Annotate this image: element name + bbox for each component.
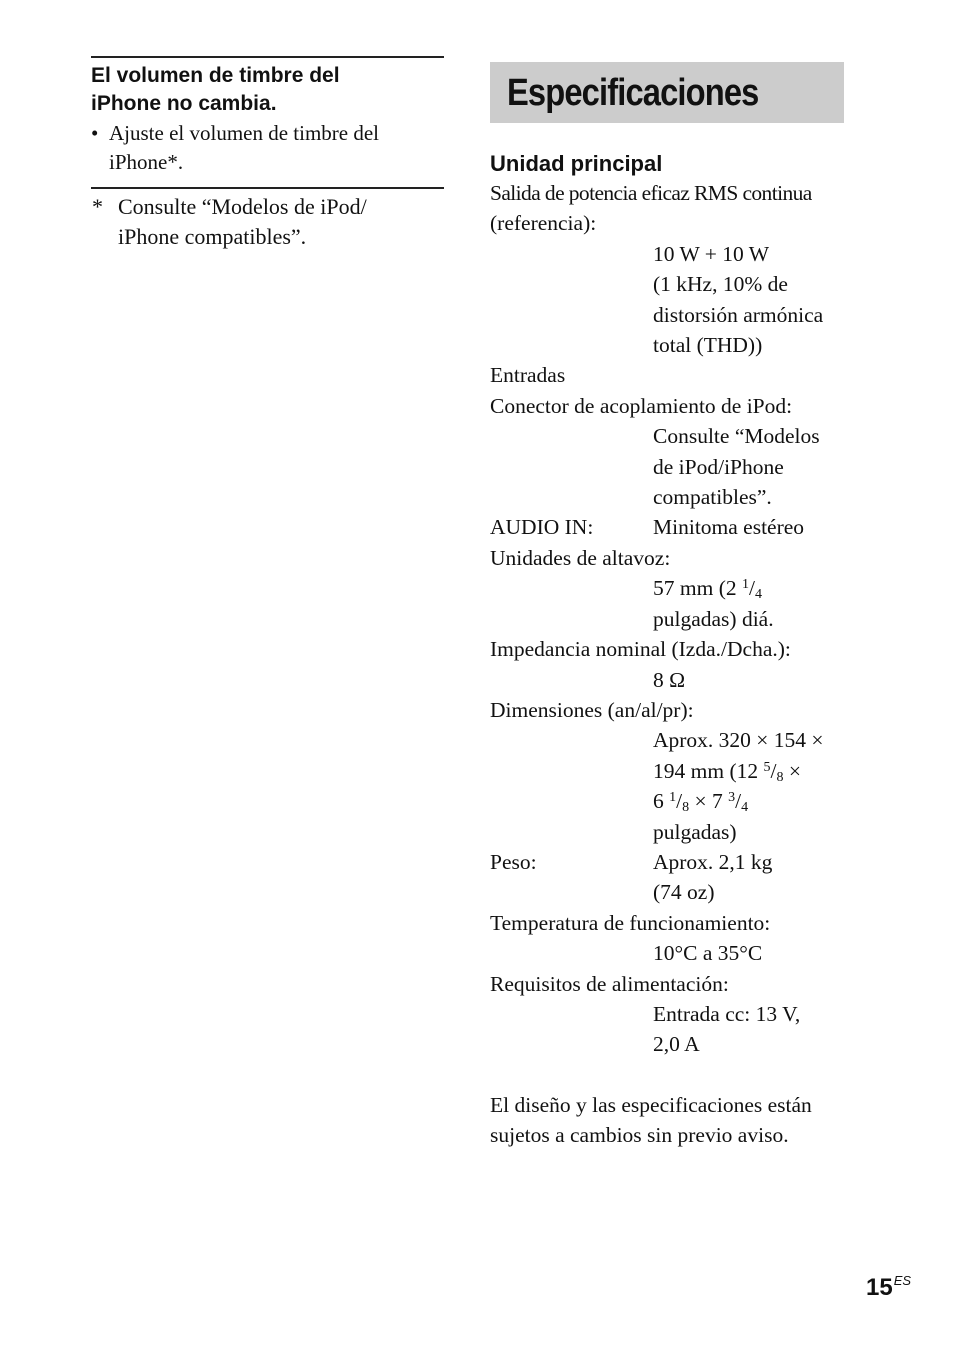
power-output-value-line: (1 kHz, 10% de [653, 272, 788, 297]
design-change-notice [490, 1090, 844, 1151]
footnote-divider [91, 187, 444, 189]
fraction-slash: / [735, 789, 742, 814]
fraction-numerator: 5 [763, 759, 771, 775]
dimensions-line-2-pre: 194 mm (12 [653, 758, 764, 783]
speaker-size-line-2: pulgadas) diá. [653, 606, 774, 631]
fraction-denominator: 8 [682, 800, 690, 816]
audio-in-value: Minitoma estéreo [653, 515, 805, 540]
power-output-value-line: total (THD)) [653, 333, 763, 358]
speaker-size-pre: 57 mm (2 [653, 576, 742, 601]
inputs-label: Entradas [490, 363, 566, 388]
troubleshooting-heading [91, 62, 444, 118]
weight-value: Aprox. 2,1 kg [653, 849, 773, 874]
power-req-label: Requisitos de alimentación: [490, 971, 729, 996]
dimensions-value [490, 725, 844, 847]
power-req-value [490, 999, 844, 1060]
dimensions-line-4: pulgadas) [653, 819, 737, 844]
main-unit-heading: Unidad principal [490, 151, 663, 176]
dock-connector-value-line: de iPod/iPhone [653, 454, 784, 479]
impedance-value-line: 8 Ω [653, 667, 686, 692]
troubleshooting-section [91, 56, 444, 252]
dimensions-line-3-mid: × 7 [689, 789, 729, 814]
power-output-value-line: distorsión armónica [653, 302, 824, 327]
power-output-value [490, 239, 844, 361]
operating-temp-value [490, 938, 844, 968]
weight-label: Peso: [490, 849, 537, 874]
fraction-denominator: 8 [776, 769, 784, 785]
bullet-symbol: • [91, 121, 99, 145]
page-number [866, 1266, 911, 1303]
weight-value-cont [490, 877, 844, 907]
heading-line-2: iPhone no cambia. [91, 92, 277, 115]
fraction-slash: / [748, 576, 755, 601]
specifications-banner [490, 62, 844, 123]
dock-connector-value-line: Consulte “Modelos [653, 424, 820, 449]
power-req-value-line-2: 2,0 A [653, 1032, 700, 1057]
audio-in-label: AUDIO IN: [490, 515, 594, 540]
operating-temp-value-line: 10°C a 35°C [653, 941, 763, 966]
speaker-units-value [490, 573, 844, 634]
specifications-section [490, 62, 844, 1151]
footnote-symbol: * [92, 194, 103, 219]
footnote [91, 192, 444, 252]
speaker-units-label: Unidades de altavoz: [490, 545, 671, 570]
fraction-denominator: 4 [741, 800, 749, 816]
impedance-value [490, 665, 844, 695]
fraction-slash: / [676, 789, 683, 814]
fraction-numerator: 1 [741, 577, 749, 593]
remedy-line-2: iPhone*. [109, 150, 184, 174]
weight-value-line-2: (74 oz) [653, 880, 715, 905]
power-output-label: Salida de potencia eficaz RMS continua [490, 181, 812, 205]
dimensions-line-1: Aprox. 320 × 154 × [653, 728, 824, 753]
dimensions-line-3-pre: 6 [653, 789, 670, 814]
dimensions-line-3 [653, 786, 844, 816]
dock-connector-value [490, 421, 844, 512]
impedance-label: Impedancia nominal (Izda./Dcha.): [490, 637, 791, 662]
operating-temp-label: Temperatura de funcionamiento: [490, 910, 771, 935]
dock-connector-label: Conector de acoplamiento de iPod: [490, 393, 793, 418]
notice-line-2: sujetos a cambios sin previo aviso. [490, 1123, 789, 1148]
remedy-bullet [91, 119, 444, 177]
spec-list [490, 178, 844, 1060]
heading-line-1: El volumen de timbre del [91, 64, 340, 87]
footnote-line-2: iPhone compatibles”. [118, 224, 307, 249]
power-req-value-line-1: Entrada cc: 13 V, [653, 1001, 801, 1026]
fraction-numerator: 1 [669, 790, 677, 806]
language-code: ES [893, 1273, 912, 1288]
page-number-value: 15 [866, 1274, 893, 1301]
footnote-line-1: Consulte “Modelos de iPod/ [118, 194, 367, 219]
weight-row [490, 847, 844, 877]
dock-connector-value-line: compatibles”. [653, 485, 772, 510]
dimensions-label: Dimensiones (an/al/pr): [490, 697, 694, 722]
dimensions-line-2-post: × [783, 758, 801, 783]
power-output-label-cont: (referencia): [490, 211, 597, 236]
fraction-numerator: 3 [728, 790, 736, 806]
notice-line-1: El diseño y las especificaciones están [490, 1092, 812, 1117]
fraction-slash: / [770, 758, 777, 783]
remedy-line-1: Ajuste el volumen de timbre del [109, 121, 380, 145]
power-output-value-line: 10 W + 10 W [653, 241, 770, 266]
speaker-size-line [653, 573, 844, 603]
top-divider [91, 56, 444, 58]
specifications-title: Especificaciones [507, 72, 759, 114]
fraction-denominator: 4 [754, 587, 762, 603]
dimensions-line-2 [653, 756, 844, 786]
audio-in-row [490, 512, 844, 542]
